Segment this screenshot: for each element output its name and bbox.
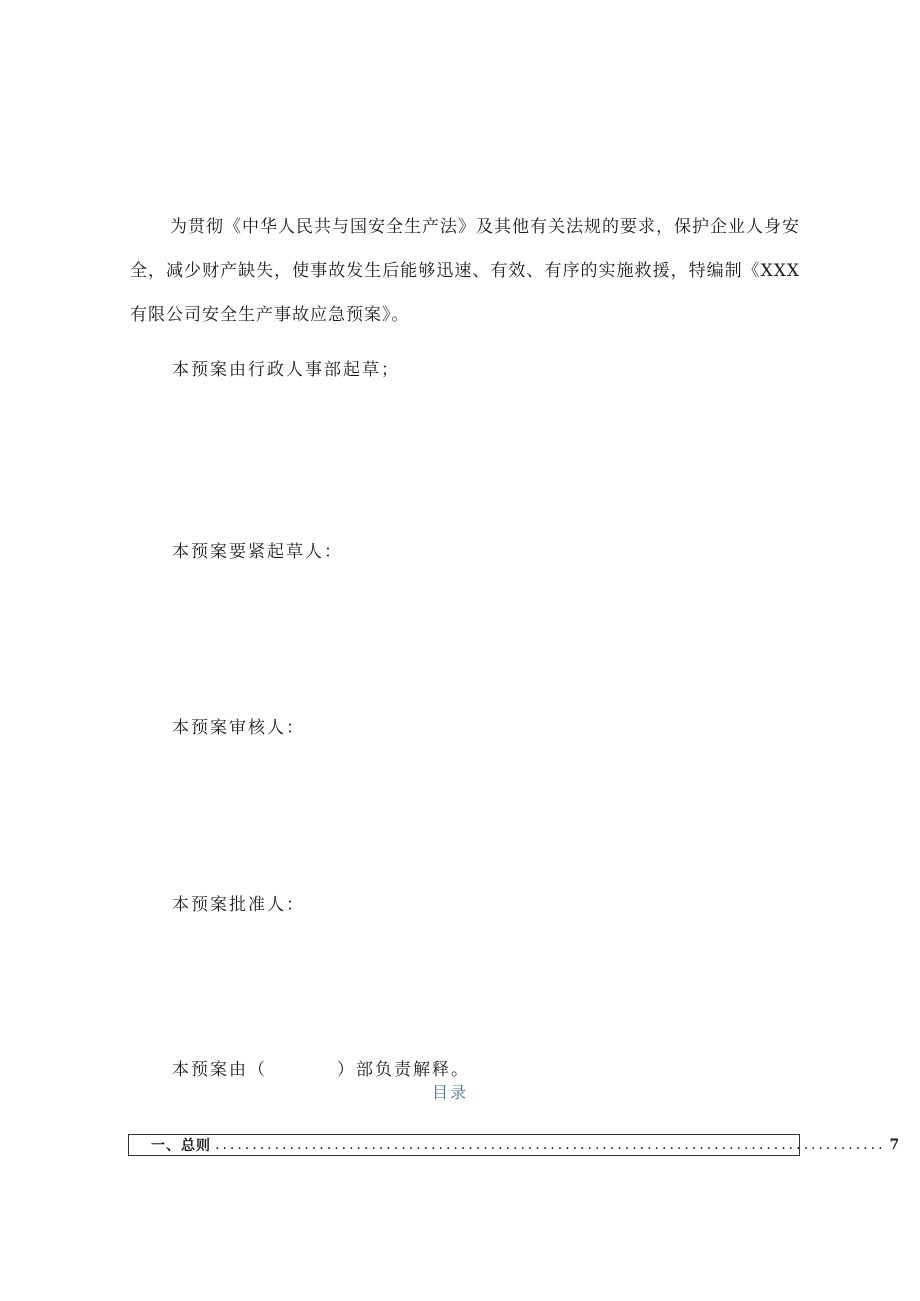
toc-entry[interactable] (128, 1134, 900, 1156)
approver-line: 本预案批准人： (172, 895, 305, 915)
toc-entry-leader-dots: .......................................................................................... (215, 1137, 886, 1153)
interpretation-prefix: 本预案由（ (172, 1060, 267, 1080)
interpretation-line (172, 1055, 470, 1080)
drafted-by-dept-line: 本预案由行政人事部起草； (172, 360, 400, 380)
intro-paragraph: 为贯彻《中华人民共与国安全生产法》及其他有关法规的要求，保护企业人身安全，减少财产缺失，使事故发生后能够迅速、有效、有序的实施救援，特编制《XXX有限公司安全生产事故应急预案》。 (130, 217, 800, 325)
toc-title[interactable]: 目录 (431, 1083, 468, 1102)
toc-entry-label: 一、总则 (151, 1138, 211, 1154)
interpretation-suffix: ）部负责解释。 (337, 1060, 470, 1080)
reviewer-line: 本预案审核人： (172, 718, 305, 738)
toc-entry-page-number: 7 (889, 1137, 900, 1153)
main-drafter-line: 本预案要紧起草人： (172, 542, 343, 562)
